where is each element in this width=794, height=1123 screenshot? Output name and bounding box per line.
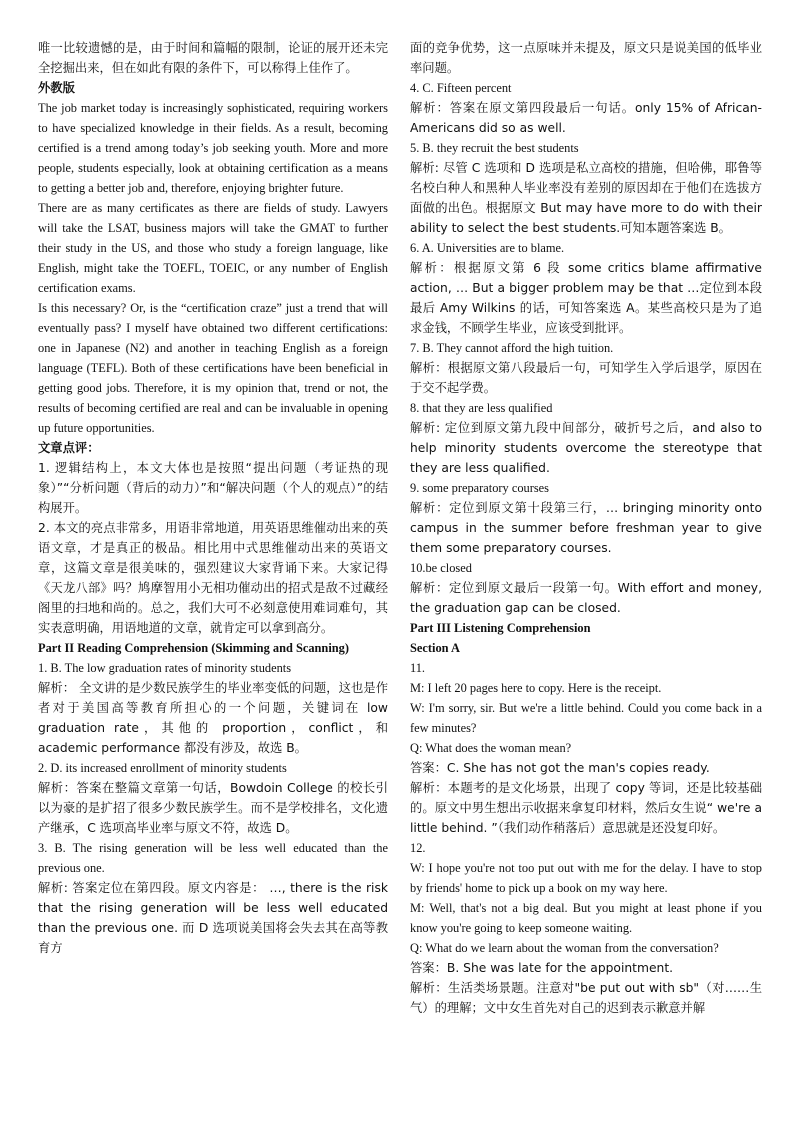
dialogue-12-woman: W: I hope you're not too put out with me for the delay. I have to stop by friends' home to pick up a book on my way here. [410, 861, 762, 895]
heading-part-3: Part III Listening Comprehension [410, 621, 591, 635]
essay-paragraph-2: There are as many certificates as there are fields of study. Lawyers will take the LSAT, business majors will take the GMAT to further their study in the US, and those who study a foreign language, like English, might take the TOEFL, TOEIC, or any number of English certification exams. [38, 201, 388, 295]
heading-part-2: Part II Reading Comprehension (Skimming and Scanning) [38, 641, 349, 655]
question-number-11: 11. [410, 661, 426, 675]
explanation-9: 解析：定位到原文第十段第三行，… bringing minority onto campus in the summer before freshman year to give them some preparatory courses. [410, 501, 762, 555]
review-point-2: 2. 本文的亮点非常多，用语非常地道，用英语思维催动出来的英语文章，才是真正的极品。相比用中式思维催动出来的英语文章，这篇文章是很美味的，强烈建议大家背诵下来。大家记得《天龙八部》吗？鸠摩智用小无相功催动出的招式是敌不过藏经阁里的扫地和尚的。总之，我们大可不必刻意使用难词难句，其实表意明确，用语地道的文章，就肯定可以拿到高分。 [38, 521, 388, 635]
left-column [38, 38, 388, 958]
dialogue-12-question: Q: What do we learn about the woman from the conversation? [410, 941, 719, 955]
explanation-3: 解析: 答案定位在第四段。原文内容是： …, there is the risk that the rising generation will be less well educated than the previous one. 而 D 选项说美国将会失去其在高等教育方 [38, 881, 388, 955]
explanation-2: 解析：答案在整篇文章第一句话，Bowdoin College 的校长引以为豪的是扩招了很多少数民族学生。而不是学校排名，文化遗产继承，C 选项高毕业率与原文不符，故选 D。 [38, 781, 388, 835]
dialogue-12-explanation: 解析：生活类场景题。注意对"be put out with sb"（对……生气）的理解；文中女生首先对自己的迟到表示歉意并解 [410, 981, 762, 1015]
dialogue-11-explanation: 解析：本题考的是文化场景，出现了 copy 等词，还是比较基础的。原文中男生想出示收据来拿复印材料，然后女生说“ we're a little behind. ”（我们动作稍落后）意思就是还没复印好。 [410, 781, 762, 835]
dialogue-12-answer: 答案：B. She was late for the appointment. [410, 961, 674, 975]
answer-7: 7. B. They cannot afford the high tuition. [410, 341, 614, 355]
answer-2: 2. D. its increased enrollment of minority students [38, 761, 287, 775]
review-point-1: 1. 逻辑结构上，本文大体也是按照“提出问题（考证热的现象）”“分析问题（背后的动力）”和“解决问题（个人的观点）”的结构展开。 [38, 461, 388, 515]
heading-waijiaoban: 外教版 [38, 81, 75, 95]
answer-9: 9. some preparatory courses [410, 481, 550, 495]
dialogue-12-man: M: Well, that's not a big deal. But you might at least phone if you know you're going to keep someone waiting. [410, 901, 762, 935]
dialogue-11-answer: 答案：C. She has not got the man's copies ready. [410, 761, 710, 775]
dialogue-11-question: Q: What does the woman mean? [410, 741, 572, 755]
explanation-7: 解析：根据原文第八段最后一句，可知学生入学后退学，原因在于交不起学费。 [410, 361, 762, 395]
intro-paragraph: 唯一比较遗憾的是，由于时间和篇幅的限制，论证的展开还未完全挖掘出来，但在如此有限的条件下，可以称得上佳作了。 [38, 41, 388, 75]
answer-4: 4. C. Fifteen percent [410, 81, 512, 95]
answer-3: 3. B. The rising generation will be less well educated than the previous one. [38, 841, 388, 875]
explanation-4: 解析：答案在原文第四段最后一句话。only 15% of African-Americans did so as well. [410, 101, 762, 135]
heading-section-a: Section A [410, 641, 460, 655]
answer-8: 8. that they are less qualified [410, 401, 553, 415]
answer-10: 10.be closed [410, 561, 472, 575]
question-number-12: 12. [410, 841, 426, 855]
heading-review: 文章点评： [38, 441, 100, 455]
answer-5: 5. B. they recruit the best students [410, 141, 579, 155]
dialogue-11-man: M: I left 20 pages here to copy. Here is the receipt. [410, 681, 662, 695]
explanation-1: 解析： 全文讲的是少数民族学生的毕业率变低的问题，这也是作者对于美国高等教育所担心的一个问题，关键词在 low graduation rate，其他的 proportion，conflict，和 academic performance 都没有涉及，故选 B。 [38, 681, 388, 755]
essay-paragraph-3: Is this necessary? Or, is the “certification craze” just a trend that will eventually pass? I myself have obtained two different certifications: one in Japanese (N2) and another in teaching English as a foreign language (TEFL). Both of these certifications have been beneficial in getting good jobs. Therefore, it is my opinion that, trend or not, the results of becoming certified are real and can be invaluable in opening up future opportunities. [38, 301, 388, 435]
explanation-8: 解析: 定位到原文第九段中间部分，破折号之后，and also to help minority students overcome the stereotype that they are less qualified. [410, 421, 762, 475]
explanation-5: 解析: 尽管 C 选项和 D 选项是私立高校的措施，但哈佛，耶鲁等名校白种人和黑种人毕业率没有差别的原因却在于他们在选拔方面做的出色。根据原文 But may have more to do with their ability to select the best students.可知本题答案选 B。 [410, 161, 762, 235]
answer-1: 1. B. The low graduation rates of minority students [38, 661, 292, 675]
explanation-6: 解析：根据原文第 6 段 some critics blame affirmative action, … But a bigger problem may be that …定位到本段最后 Amy Wilkins 的话，可知答案选 A。某些高校只是为了追求金钱，不顾学生毕业，应该受到批评。 [410, 261, 762, 335]
essay-paragraph-1: The job market today is increasingly sophisticated, requiring workers to have specialized knowledge in their fields. As a result, becoming certified is a trend among today’s job seeking youth. More and more people, students especially, look at obtaining certification as a means to getting a better job and, therefore, enjoying brighter future. [38, 101, 388, 195]
right-column [410, 38, 762, 1018]
explanation-10: 解析：定位到原文最后一段第一句。With effort and money, the graduation gap can be closed. [410, 581, 762, 615]
answer-6: 6. A. Universities are to blame. [410, 241, 565, 255]
dialogue-11-woman: W: I'm sorry, sir. But we're a little behind. Could you come back in a few minutes? [410, 701, 762, 735]
explanation-3-continued: 面的竞争优势，这一点原味并未提及，原文只是说美国的低毕业率问题。 [410, 41, 762, 75]
